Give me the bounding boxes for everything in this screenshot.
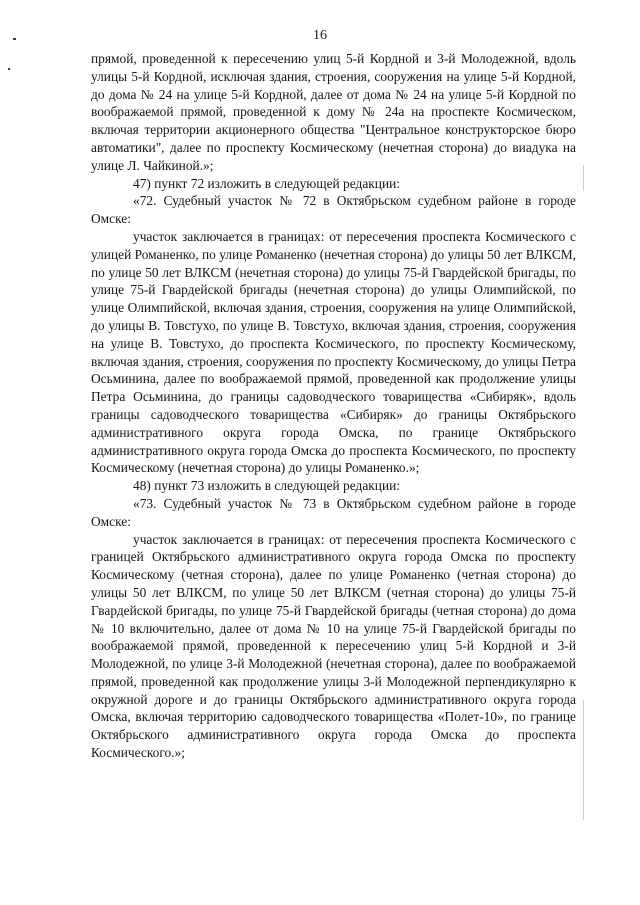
paragraph-continuation: прямой, проведенной к пересечению улиц 5-й Кордной и 3-й Молодежной, вдоль улицы 5-й Кордной, исключая здания, строения, сооружения на улице 5-й Кордной, до дома № 24 на улице 5-й Кордной, далее от дома № 24 на улице 5-й Кордной по воображаемой прямой, проведенной к дому № 24а на проспекте Космическом, включая территории акционерного общества "Центральное конструкторское бюро автоматики", далее по проспекту Космическому (нечетная сторона) до виадука на улице Л. Чайкиной.»; <box>91 51 576 173</box>
paragraph-section-73-boundaries: участок заключается в границах: от пересечения проспекта Космического с границей Октябрьского административного округа города Омска по проспекту Космическому (четная сторона), далее по улице Романенко (четная сторона) до улицы 50 лет ВЛКСМ, по улице 50 лет ВЛКСМ (четная сторона) до улицы 75-й Гвардейской бригады, по улице 75-й Гвардейской бригады (четная сторона) до дома № 10 включительно, далее от дома № 10 на улице 75-й Гвардейской бригады по воображаемой прямой, проведенной к пересечению улиц 5-й Кордной и 3-й Молодежной, по улице 3-й Молодежной (нечетная сторона), далее по воображаемой прямой, проведенной как продолжение улицы 3-й Молодежной перпендикулярно к окружной дороге и до границы Октябрьского административного округа города Омска, включая территорию садоводческого товарищества «Полет-10», по границе Октябрьского административного округа города Омска до проспекта Космического.»; <box>91 531 576 761</box>
scan-edge-line <box>583 700 584 820</box>
paragraph-item-47: 47) пункт 72 изложить в следующей редакции: <box>133 175 401 191</box>
paragraph-item-48: 48) пункт 73 изложить в следующей редакции: <box>133 478 401 494</box>
paragraph-section-73-title: «73. Судебный участок № 73 в Октябрьском судебном районе в городе Омске: <box>91 495 576 529</box>
scan-edge-line <box>583 165 584 191</box>
document-body <box>91 50 576 762</box>
page-number: 16 <box>313 28 327 43</box>
paragraph-section-72-boundaries: участок заключается в границах: от пересечения проспекта Космического с улицей Романенко, по улице Романенко (нечетная сторона) до улицы 50 лет ВЛКСМ, по улице 50 лет ВЛКСМ (нечетная сторона) до улицы 75-й Гвардейской бригады, по улице 75-й Гвардейской бригады (нечетная сторона) до улицы Олимпийской, по улице Олимпийской, включая здания, строения, сооружения на улице Олимпийской, до улицы В. Товстухо, по улице В. Товстухо, включая здания, строения, сооружения на улице В. Товстухо, до проспекта Космического, по проспекту Космическому, включая здания, строения, сооружения по проспекту Космическому, до улицы Петра Осьминина, далее по воображаемой прямой, проведенной как продолжение улицы Петра Осьминина, до границы садоводческого товарищества «Сибиряк», вдоль границы садоводческого товарищества «Сибиряк» до границы Октябрьского административного округа города Омска, по границе Октябрьского административного округа города Омска до проспекта Космического, по проспекту Космическому (нечетная сторона) до улицы Романенко.»; <box>91 228 576 476</box>
paragraph-section-72-title: «72. Судебный участок № 72 в Октябрьском судебном районе в городе Омске: <box>91 193 576 227</box>
scan-artifact-mark <box>8 68 10 70</box>
